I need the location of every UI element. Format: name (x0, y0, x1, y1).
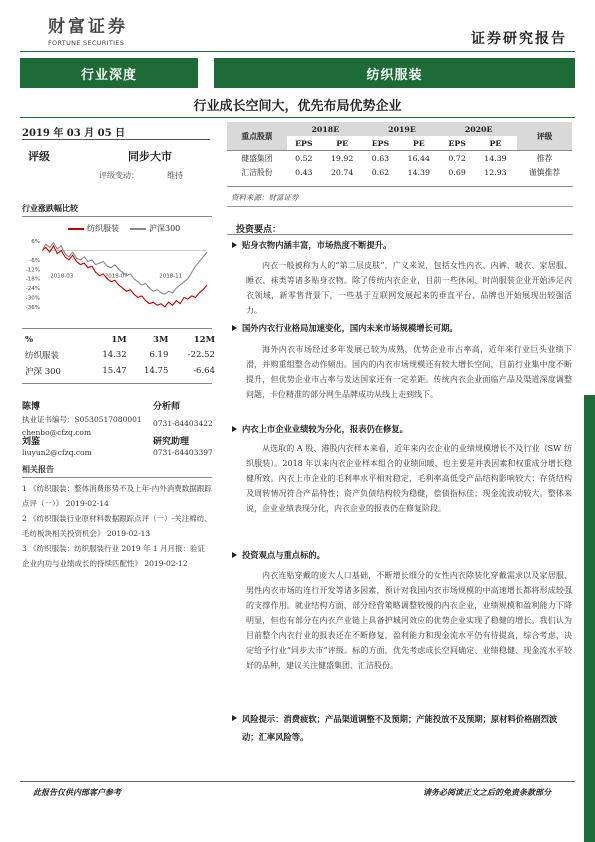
valuation-subheader: PE (336, 138, 349, 148)
valuation-cell: 12.93 (484, 167, 507, 177)
related-reports-title: 相关报告 (22, 462, 212, 478)
logo-english: FORTUNE SECURITIES (48, 39, 125, 47)
related-report-item[interactable]: 1 《纺织服装：整体消费形势不及上年-内外消费数据跟踪点评（一）》 2019-02-14 (22, 484, 212, 508)
x-tick-label: 2018-07 (104, 273, 128, 280)
arrow-icon (232, 325, 237, 331)
perf-table-top-line (22, 328, 212, 329)
analyst1-cert: 执业证书编号：S0530517080001 (22, 415, 142, 424)
perf-row (25, 363, 215, 379)
chart-section-title: 行业涨跌幅比较 (22, 203, 78, 213)
date-divider (22, 139, 210, 140)
valuation-cell: 0.43 (295, 167, 313, 177)
analyst2-role: 研究助理 (153, 437, 190, 447)
y-tick-label: 6% (31, 239, 40, 246)
y-tick-label: -18% (25, 276, 40, 283)
industry-label: 纺织服装 (366, 67, 423, 83)
valuation-cell: 14.39 (407, 167, 430, 177)
x-tick-label: 2018-03 (50, 273, 74, 280)
risk-notice (232, 710, 572, 746)
y-tick-label: -36% (25, 304, 40, 311)
valuation-cell: 0.72 (448, 153, 466, 163)
bullet-1 (232, 239, 391, 251)
bullet-3 (232, 423, 408, 435)
x-tick-label: 2018-11 (159, 273, 183, 280)
y-tick-label: -12% (25, 267, 40, 274)
paragraph-3: 从选取的 A 股、港股内衣样本来看，近年来内衣企业的业绩规模增长不及行业（SW 纺织服装）。2018 年以来内衣企业样本组合的业绩回暖，也主要是并表因素和权重成分增长稳健所致。内衣上市企业的毛利率水平相对稳定，毛利率高低受产品结构影响较大；存货结构及周转情况符合产品特性；资产负债结构较为稳健，偿债指标佳；现金流波动较大。整体来说，企业业绩表现分化，内衣企业的报表仍在修复阶段。 (246, 444, 572, 513)
perf-cell: 6.19 (149, 350, 169, 360)
header-divider (20, 51, 575, 52)
footer-notice: 此报告仅供内部客户参考 (33, 787, 121, 797)
valuation-header-2020: 2020E (440, 122, 517, 136)
valuation-subheader: EPS (371, 138, 390, 148)
performance-table (25, 333, 215, 379)
valuation-cell: 健盛集团 (241, 153, 273, 163)
bullet-1-text: 贴身衣物内涵丰富，市场热度不断提升。 (242, 240, 392, 250)
valuation-header-company: 重点股票 (227, 122, 287, 151)
valuation-subheader: EPS (295, 138, 313, 148)
arrow-icon (232, 426, 237, 432)
valuation-cell: 谨慎推荐 (528, 167, 561, 177)
valuation-cell: 0.63 (371, 153, 390, 163)
footer-divider (20, 781, 575, 782)
bullet-2 (232, 322, 458, 334)
valuation-cell: 20.74 (330, 167, 354, 177)
investment-title-divider (227, 234, 573, 235)
y-tick-label: -30% (25, 295, 40, 302)
rating-change-label: 评级变动： (99, 171, 139, 180)
valuation-table (227, 122, 572, 179)
valuation-table-bottom-line (227, 186, 573, 187)
arrow-icon (232, 552, 237, 558)
headline-divider (20, 117, 575, 118)
analyst1-name: 陈博 (22, 402, 41, 412)
related-reports (22, 462, 212, 571)
report-headline: 行业成长空间大，优先布局优势企业 (193, 99, 402, 114)
perf-header: % (25, 335, 34, 345)
perf-cell: 14.32 (102, 350, 127, 360)
side-decoration (584, 395, 595, 842)
legend-label-series2: 沪深300 (149, 224, 181, 233)
rating-value: 同步大市 (128, 150, 172, 163)
legend-item-series2 (130, 223, 180, 234)
perf-cell: 15.47 (102, 366, 127, 376)
footer-disclaimer[interactable]: 请务必阅读正文之后的免责条款部分 (423, 787, 551, 797)
perf-header: 12M (193, 335, 215, 345)
valuation-cell: 汇洁股份 (241, 167, 273, 177)
report-type-label: 行业深度 (80, 67, 137, 83)
paragraph-1: 内衣一般被称为人的“第二层皮肤”，广义来说，包括女性内衣、内裤、暖衣、家居服、睡衣、袜类等诸多贴身衣物。除了传统内衣企业，目前一些休闲、时尚服装企业开始涉足内衣领域，新零售背景下，一些基于互联网发展起来的垂直平台、品牌也开始展现出较强活力。 (246, 261, 572, 315)
paragraph-4: 内衣连贴穿戴的庞大人口基础，不断增长细分的女性内衣除装化穿戴需求以及家居服、男性内衣市场的连行开发等诸多因素，预计对我国内衣市场规模的中高速增长都将形成较强的支撑作用。就业结构方面，部分经营策略调整较慢的内衣企业，业绩规模和盈利能力下降明显，但也有部分在内衣产业链上具备护城河效应的优势企业实现了稳健的增长。我们认为目前整个内衣行业的报表还在不断修复，盈利能力和现金流水平仍有待提高，综合考虑，决定给予行业“同步大市”评级。标的方面，优先考虑成长空间确定、业绩稳健、现金流水平较好的品种，建议关注健盛集团、汇洁股份。 (246, 571, 572, 670)
legend-item-series1 (68, 223, 119, 234)
arrow-icon (232, 715, 237, 721)
y-tick-label: -6% (29, 257, 40, 264)
valuation-cell: 推荐 (536, 153, 553, 163)
bullet-4 (232, 549, 325, 561)
risk-text: 风险提示：消费疲软；产品渠道调整不及预期；产能投放不及预期；原材料价格剧烈波动；汇率风险等。 (242, 714, 558, 742)
legend-label-series1: 纺织服装 (87, 224, 119, 233)
perf-table-bottom-line (22, 383, 212, 384)
analyst1-phone: 0731-84403422 (153, 419, 213, 428)
performance-chart (22, 234, 212, 316)
valuation-header-rating: 评级 (517, 122, 572, 151)
analyst1-role: 分析师 (153, 402, 181, 412)
perf-cell: 纺织服装 (25, 351, 60, 361)
valuation-cell: 19.92 (330, 153, 354, 163)
valuation-header-row (227, 122, 572, 136)
rating-label: 评级 (28, 150, 50, 163)
document-type: 证券研究报告 (471, 31, 567, 47)
paragraph-2: 海外内衣市场经过多年发展已较为成熟，优势企业市占率高，近年来行业巨头业绩下滑，并购重组整合动作频出。国内的内衣市场规模还有较大增长空间，目前行业集中度不断提升，但优势企业市占率与发达国家还有一定差距。传统内衣企业面临产品及渠道深度调整问题，卡位精准的部分网生品牌成功从线上走到线下。 (246, 345, 572, 399)
perf-header: 3M (153, 335, 169, 345)
chart-section-divider (22, 216, 212, 217)
valuation-row (227, 165, 572, 179)
perf-cell: 沪深 300 (25, 367, 61, 377)
perf-cell: -22.52 (187, 350, 215, 360)
logo-chinese: 财富证券 (48, 17, 128, 37)
valuation-cell: 0.52 (295, 153, 313, 163)
valuation-cell: 0.69 (448, 167, 466, 177)
bullet-2-text: 国外内衣行业格局加速变化，国内未来市场规模增长可期。 (242, 323, 458, 333)
report-date: 2019 年 03 月 05 日 (22, 128, 126, 139)
arrow-icon (232, 242, 237, 248)
perf-row (25, 347, 215, 363)
valuation-cell: 16.44 (407, 153, 430, 163)
company-logo (48, 12, 168, 52)
valuation-header-2018: 2018E (287, 122, 364, 136)
related-report-item[interactable]: 3 《纺织服装：纺织服装行业 2019 年 1 月月报：验证企业内功与业绩成长的持续匹配性》 2019-02-12 (22, 544, 206, 568)
valuation-cell: 0.62 (371, 167, 390, 177)
rating-change-value: 维持 (167, 171, 183, 180)
legend-swatch-series1 (68, 228, 84, 230)
perf-header-row (25, 333, 215, 347)
valuation-source: 资料来源：财富证券 (231, 193, 299, 202)
analyst2-email[interactable]: liuyun2@cfzq.com (22, 448, 92, 457)
industry-band (214, 58, 575, 88)
analyst2-phone: 0731-84403397 (153, 448, 213, 457)
source-divider (227, 206, 573, 207)
report-type-band (20, 58, 198, 88)
valuation-subheader: PE (489, 138, 502, 148)
analyst1-email[interactable]: chenbo@cfzq.com (22, 428, 92, 437)
bullet-4-text: 投资观点与重点标的。 (242, 550, 325, 560)
bullet-3-text: 内衣上市企业业绩较为分化，报表仍在修复。 (242, 424, 408, 434)
valuation-cell: 14.39 (484, 153, 507, 163)
related-report-item[interactable]: 2 《纺织服装行业原材料数据跟踪点评（一）-关注棉纺、毛纺板块相关投资机会》 2019-02-13 (22, 514, 212, 538)
valuation-row (227, 151, 572, 166)
legend-swatch-series2 (130, 228, 146, 230)
analyst2-name: 刘鉴 (22, 437, 41, 447)
perf-header: 1M (111, 335, 127, 345)
investment-points-title: 投资要点： (236, 225, 282, 235)
y-tick-label: -24% (25, 286, 40, 293)
perf-cell: -6.64 (193, 366, 215, 376)
valuation-subheader: EPS (448, 138, 466, 148)
perf-cell: 14.75 (144, 366, 169, 376)
valuation-header-2019: 2019E (364, 122, 441, 136)
valuation-subheader: PE (412, 138, 425, 148)
